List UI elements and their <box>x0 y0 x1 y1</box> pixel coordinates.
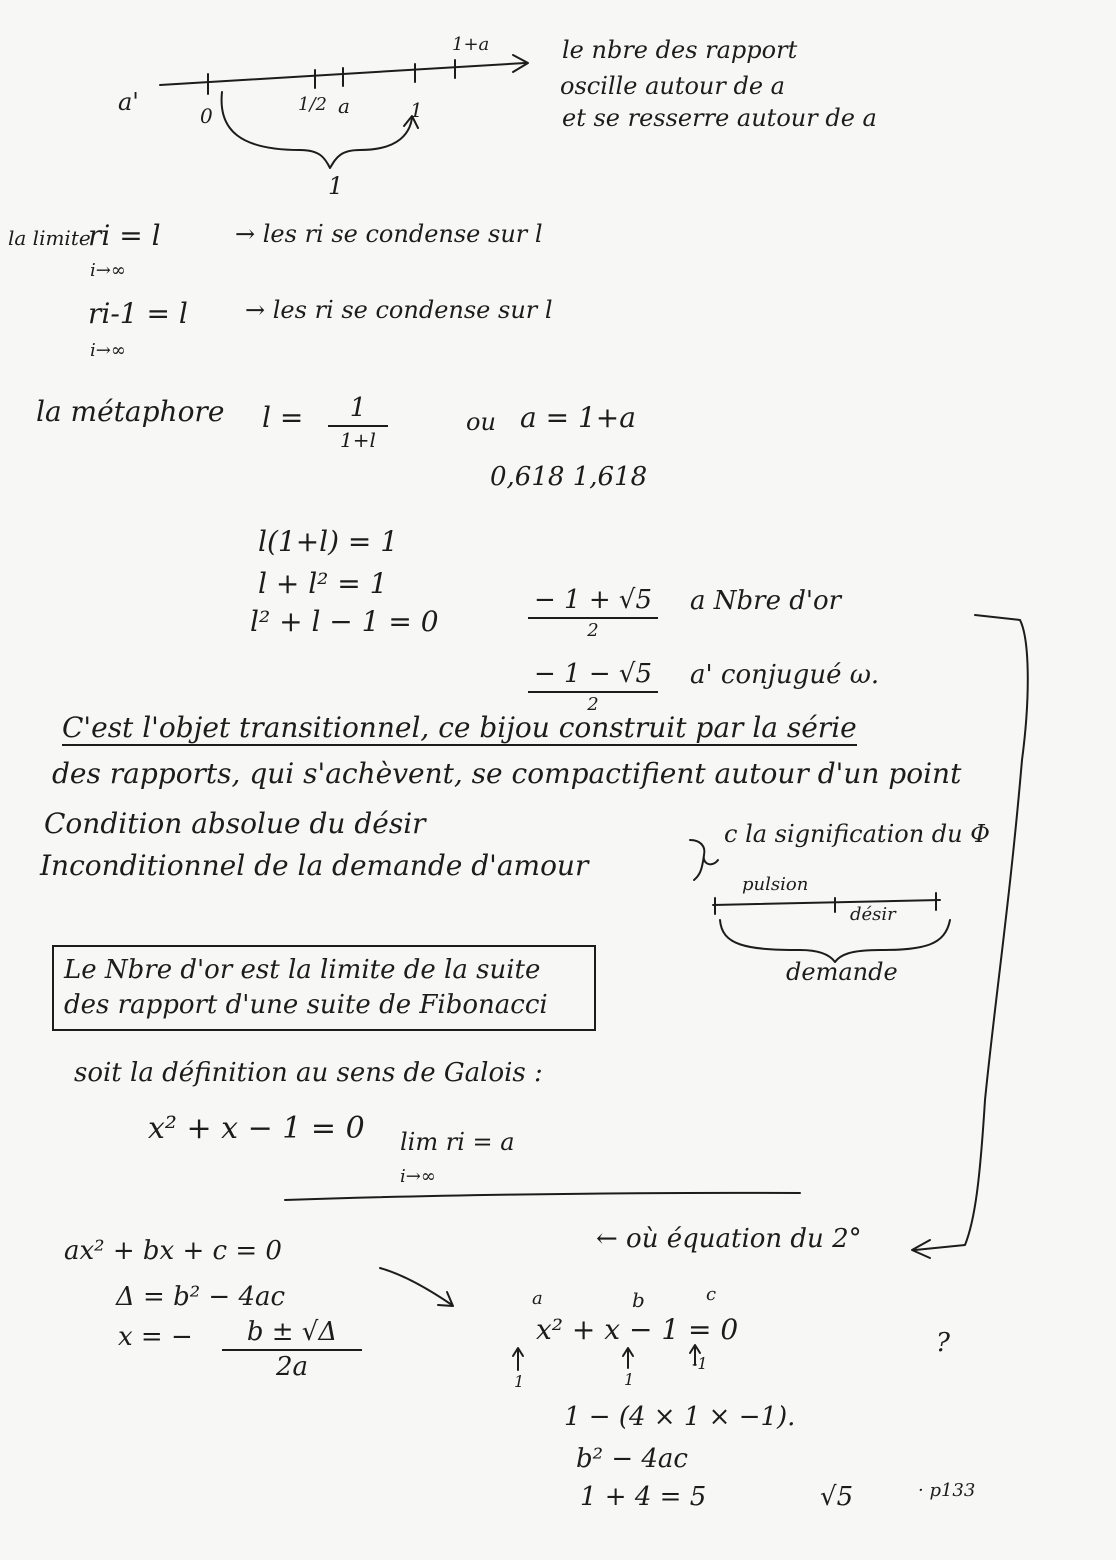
quadratic-discriminant: Δ = b² − 4ac <box>116 1282 286 1312</box>
demande-brace <box>720 920 950 962</box>
metaphore-numerator: 1 <box>349 393 367 423</box>
paragraph-line-1-text: C'est l'objet transitionnel, ce bijou construit par la série <box>62 711 857 744</box>
quadratic-formula-numerator: b ± √Δ <box>246 1317 338 1347</box>
paragraph-line-2: des rapports, qui s'achèvent, se compactifient autour d'un point <box>52 757 962 790</box>
paragraph-brace-note: c la signification du Φ <box>724 820 990 848</box>
divider-line <box>285 1193 800 1200</box>
limit-prefix: la limite <box>8 226 91 250</box>
value-a: 1 <box>514 1372 525 1391</box>
number-line-note-2: oscille autour de a <box>560 72 785 100</box>
metaphore-label: la métaphore <box>36 395 225 428</box>
tick-0-label: 0 <box>200 104 213 128</box>
tick-half-label: 1/2 <box>298 94 327 115</box>
coefficient-c-label: c <box>706 1284 717 1305</box>
diagram-demande-label: demande <box>786 958 898 986</box>
value-b: 1 <box>624 1370 635 1389</box>
metaphore-values: 0,618 1,618 <box>490 462 648 492</box>
limit-1-note: → les ri se condense sur l <box>235 220 543 248</box>
arrow-to-coefficients <box>380 1268 452 1305</box>
equation-1: l(1+l) = 1 <box>258 525 399 558</box>
brace-label: 1 <box>328 172 344 200</box>
root-2-fraction <box>528 660 658 714</box>
quadratic-general: ax² + bx + c = 0 <box>64 1236 282 1266</box>
example-equation: x² + x − 1 = 0 <box>536 1313 739 1346</box>
diagram-desir-label: désir <box>850 904 896 925</box>
calculation-2: b² − 4ac <box>576 1444 688 1474</box>
limit-2-sub: i→∞ <box>90 340 126 361</box>
quadratic-formula-lhs: x = − <box>118 1322 193 1352</box>
metaphore-eq2: a = 1+a <box>520 401 636 434</box>
root-2-numerator: − 1 − √5 <box>533 659 652 689</box>
diagram-pulsion-label: pulsion <box>742 874 809 895</box>
limit-2-note: → les ri se condense sur l <box>245 296 553 324</box>
tick-1-label: 1 <box>410 98 423 122</box>
tick-a-label: a <box>338 94 350 118</box>
metaphore-lhs: l = <box>262 401 304 434</box>
root-2-note: a' conjugué ω. <box>690 660 880 690</box>
metaphore-denominator: 1+l <box>340 427 376 452</box>
root-1-denominator: 2 <box>587 619 599 641</box>
galois-limit-sub: i→∞ <box>400 1166 436 1187</box>
demande-line <box>713 900 940 905</box>
limit-2-expr: ri-1 = l <box>88 297 188 330</box>
calculation-1: 1 − (4 × 1 × −1). <box>564 1402 796 1432</box>
boxed-line-1: Le Nbre d'or est la limite de la suite <box>64 955 541 985</box>
question-mark: ? <box>936 1328 950 1358</box>
quadratic-formula-fraction <box>222 1318 362 1381</box>
equation-2: l + l² = 1 <box>258 567 388 600</box>
root-1-numerator: − 1 + √5 <box>533 585 652 615</box>
page-reference: · p133 <box>918 1480 976 1501</box>
limit-1-sub: i→∞ <box>90 260 126 281</box>
number-line-note-1: le nbre des rapport <box>562 36 798 64</box>
galois-limit: lim ri = a <box>400 1128 515 1156</box>
metaphore-ou: ou <box>466 408 496 436</box>
number-line-note-3: et se resserre autour de a <box>562 104 877 132</box>
root-2-denominator: 2 <box>587 693 599 715</box>
paragraph-line-3: Condition absolue du désir <box>44 807 426 840</box>
limit-1-expr: ri = l <box>88 219 161 252</box>
root-1-fraction <box>528 586 658 640</box>
galois-line: soit la définition au sens de Galois : <box>74 1058 543 1088</box>
metaphore-fraction <box>328 394 388 451</box>
coefficient-a-label: a <box>532 1288 543 1309</box>
galois-equation: x² + x − 1 = 0 <box>148 1111 365 1146</box>
calculation-3: 1 + 4 = 5 <box>580 1482 707 1512</box>
tick-1a-label: 1+a <box>452 34 490 55</box>
paragraph-line-1 <box>62 711 857 744</box>
paragraph-brace <box>690 840 718 880</box>
quadratic-formula-denominator: 2a <box>275 1351 309 1382</box>
paragraph-line-4: Inconditionnel de la demande d'amour <box>40 849 589 882</box>
coefficient-b-label: b <box>632 1288 645 1312</box>
value-c: -1 <box>692 1354 708 1373</box>
right-brace-connector <box>915 615 1028 1250</box>
golden-ratio-definition-box <box>52 945 596 1031</box>
boxed-line-2: des rapport d'une suite de Fibonacci <box>64 990 548 1021</box>
number-line-left-label: a' <box>118 88 139 116</box>
root-1-note: a Nbre d'or <box>690 586 842 616</box>
sqrt-five: √5 <box>820 1482 854 1512</box>
equation-3: l² + l − 1 = 0 <box>250 605 439 638</box>
quadratic-reference: ← où équation du 2° <box>596 1224 862 1254</box>
